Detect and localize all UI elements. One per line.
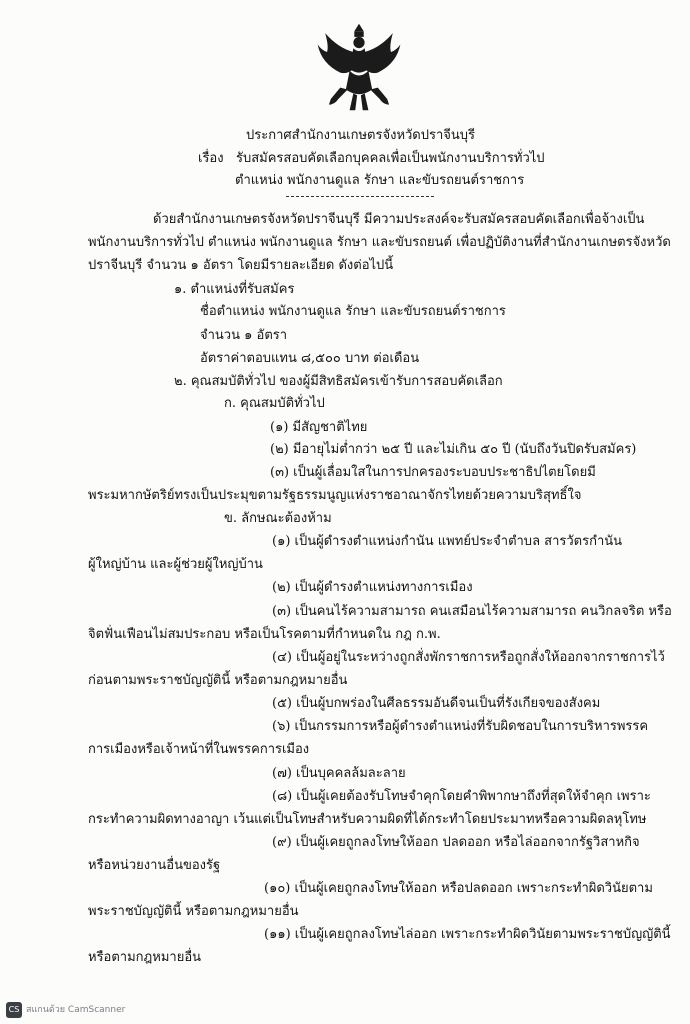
prohibition-11-line-1: (๑๑) เป็นผู้เคยถูกลงโทษไล่ออก เพราะกระทำผิดวินัยตามพระราชบัญญัตินี้	[264, 927, 671, 942]
section-1-heading: ๑. ตำแหน่งที่รับสมัคร	[174, 282, 295, 297]
prohibitions-heading: ข. ลักษณะต้องห้าม	[224, 511, 332, 526]
position-title: ตำแหน่ง พนักงานดูแล รักษา และขับรถยนต์ราชการ	[235, 173, 525, 188]
subject-label: เรื่อง	[198, 151, 224, 166]
position-name: ชื่อตำแหน่ง พนักงานดูแล รักษา และขับรถยนต์ราชการ	[200, 304, 506, 319]
prohibition-8-line-1: (๘) เป็นผู้เคยต้องรับโทษจำคุกโดยคำพิพากษาถึงที่สุดให้จำคุก เพราะ	[272, 789, 651, 804]
header-divider	[286, 196, 434, 197]
prohibition-4-line-1: (๔) เป็นผู้อยู่ในระหว่างถูกสั่งพักราชการหรือถูกสั่งให้ออกจากราชการไว้	[272, 650, 665, 665]
camscanner-watermark	[0, 996, 690, 1024]
camscanner-logo-icon: CS	[6, 1002, 22, 1018]
prohibition-6-line-2: การเมืองหรือเจ้าหน้าที่ในพรรคการเมือง	[88, 742, 310, 757]
qualification-3-line-2: พระมหากษัตริย์ทรงเป็นประมุขตามรัฐธรรมนูญแห่งราชอาณาจักรไทยด้วยความบริสุทธิ์ใจ	[88, 488, 582, 503]
announcement-title: ประกาศสำนักงานเกษตรจังหวัดปราจีนบุรี	[246, 128, 476, 143]
intro-line-1: ด้วยสำนักงานเกษตรจังหวัดปราจีนบุรี มีความประสงค์จะรับสมัครสอบคัดเลือกเพื่อจ้างเป็น	[153, 212, 645, 227]
prohibition-1-line-2: ผู้ใหญ่บ้าน และผู้ช่วยผู้ใหญ่บ้าน	[88, 557, 263, 572]
prohibition-9-line-1: (๙) เป็นผู้เคยถูกลงโทษให้ออก ปลดออก หรือไล่ออกจากรัฐวิสาหกิจ	[272, 835, 640, 850]
position-wage: อัตราค่าตอบแทน ๘,๕๐๐ บาท ต่อเดือน	[200, 351, 420, 366]
garuda-emblem-icon	[312, 20, 406, 114]
general-qualifications-heading: ก. คุณสมบัติทั่วไป	[224, 396, 325, 411]
intro-line-2: พนักงานบริการทั่วไป ตำแหน่ง พนักงานดูแล รักษา และขับรถยนต์ เพื่อปฏิบัติงานที่สำนักงานเกษตรจังหวัด	[88, 235, 671, 250]
position-count: จำนวน ๑ อัตรา	[200, 328, 288, 343]
prohibition-10-line-1: (๑๐) เป็นผู้เคยถูกลงโทษให้ออก หรือปลดออก เพราะกระทำผิดวินัยตาม	[264, 881, 653, 896]
prohibition-11-line-2: หรือตามกฎหมายอื่น	[88, 950, 202, 965]
camscanner-text: สแกนด้วย CamScanner	[26, 1005, 126, 1015]
prohibition-8-line-2: กระทำความผิดทางอาญา เว้นแต่เป็นโทษสำหรับความผิดที่ได้กระทำโดยประมาทหรือความผิดลหุโทษ	[88, 812, 647, 827]
intro-line-3: ปราจีนบุรี จำนวน ๑ อัตรา โดยมีรายละเอียด ดังต่อไปนี้	[88, 258, 394, 273]
prohibition-2: (๒) เป็นผู้ดำรงตำแหน่งทางการเมือง	[272, 580, 473, 595]
prohibition-5: (๕) เป็นผู้บกพร่องในศีลธรรมอันดีจนเป็นที่รังเกียจของสังคม	[272, 696, 601, 711]
prohibition-9-line-2: หรือหน่วยงานอื่นของรัฐ	[88, 858, 221, 873]
subject-text: รับสมัครสอบคัดเลือกบุคคลเพื่อเป็นพนักงานบริการทั่วไป	[236, 151, 545, 166]
prohibition-3-line-2: จิตฟั่นเฟือนไม่สมประกอบ หรือเป็นโรคตามที่กำหนดใน กฎ ก.พ.	[88, 627, 441, 642]
section-2-heading: ๒. คุณสมบัติทั่วไป ของผู้มีสิทธิสมัครเข้ารับการสอบคัดเลือก	[174, 374, 503, 389]
prohibition-10-line-2: พระราชบัญญัตินี้ หรือตามกฎหมายอื่น	[88, 904, 299, 919]
prohibition-4-line-2: ก่อนตามพระราชบัญญัตินี้ หรือตามกฎหมายอื่น	[88, 673, 348, 688]
qualification-3-line-1: (๓) เป็นผู้เลื่อมใสในการปกครองระบอบประชาธิปไตยโดยมี	[270, 465, 596, 480]
qualification-1: (๑) มีสัญชาติไทย	[270, 420, 368, 435]
prohibition-7: (๗) เป็นบุคคลล้มละลาย	[272, 766, 406, 781]
prohibition-1-line-1: (๑) เป็นผู้ดำรงตำแหน่งกำนัน แพทย์ประจำตำบล สารวัตรกำนัน	[272, 534, 623, 549]
prohibition-6-line-1: (๖) เป็นกรรมการหรือผู้ดำรงตำแหน่งที่รับผิดชอบในการบริหารพรรค	[272, 719, 649, 734]
qualification-2: (๒) มีอายุไม่ต่ำกว่า ๒๕ ปี และไม่เกิน ๕๐ ปี (นับถึงวันปิดรับสมัคร)	[270, 442, 637, 457]
prohibition-3-line-1: (๓) เป็นคนไร้ความสามารถ คนเสมือนไร้ความสามารถ คนวิกลจริต หรือ	[272, 604, 672, 619]
